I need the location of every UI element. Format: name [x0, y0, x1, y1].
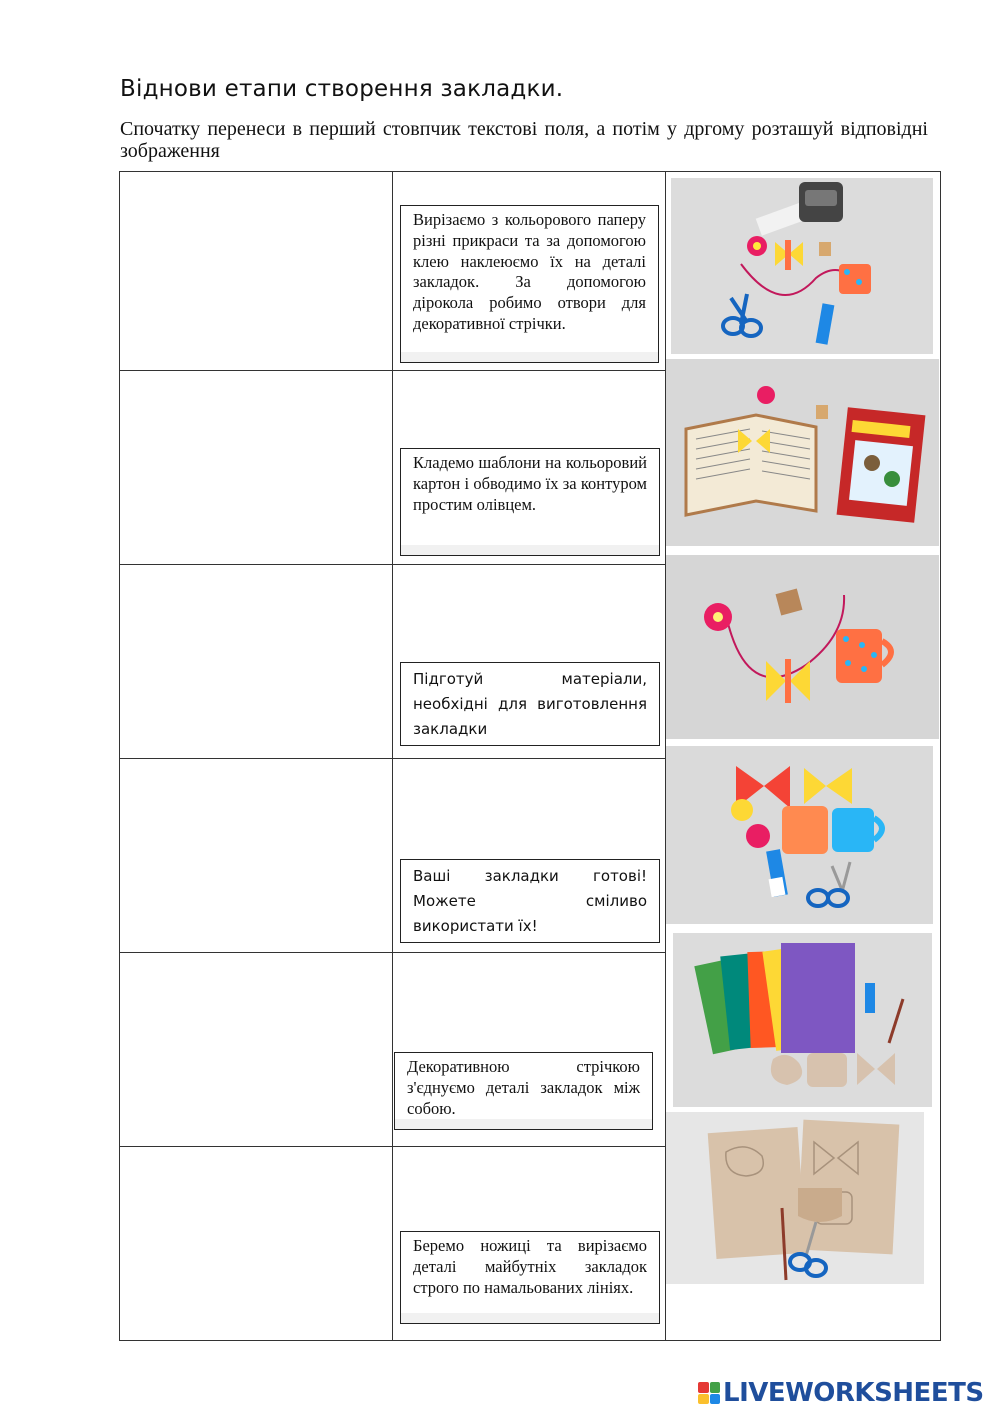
card-text: Беремо ножиці та вирізаємо деталі майбутніх закладок строго по намальованих лініях.	[413, 1236, 647, 1297]
decorated-bookmarks-hole-punch-photo[interactable]	[671, 178, 933, 354]
ribbon-connected-bookmarks-photo[interactable]	[666, 555, 939, 739]
card-text: Ваші закладки готові! Можете сміливо використати їх!	[413, 867, 647, 935]
card-text: Вирізаємо з кольорового паперу різні прикраси та за допомогою клею наклеюємо їх на деталі закладок. За допомогою дірокола робимо отвори для декоративної стрічки.	[413, 210, 646, 333]
cut-paper-shapes-glue-scissors-photo[interactable]	[666, 746, 933, 924]
text-card[interactable]	[400, 1231, 660, 1324]
instruction-text: Спочатку перенеси в перший стовпчик текстові поля, а потім у дргому розташуй відповідні зображення	[120, 118, 928, 162]
card-text: Декоративною стрічкою з'єднуємо деталі закладок між собою.	[407, 1057, 640, 1118]
card-text: Підготуй матеріали, необхідні для виготовлення закладки	[413, 670, 647, 738]
text-card[interactable]	[400, 662, 660, 746]
steps-table	[119, 171, 941, 1341]
liveworksheets-logo	[698, 1378, 984, 1408]
colored-cardboard-templates-photo[interactable]	[673, 933, 932, 1107]
drop-zone-step-1[interactable]	[120, 172, 392, 370]
worksheet-title: Віднови етапи створення закладки.	[120, 76, 564, 102]
text-card[interactable]	[400, 448, 660, 556]
text-card[interactable]	[400, 205, 659, 363]
drop-zone-step-4[interactable]	[120, 759, 392, 952]
traced-templates-on-cardboard-photo[interactable]	[666, 1112, 924, 1284]
drop-zone-step-3[interactable]	[120, 565, 392, 758]
logo-text: LIVEWORKSHEETS	[723, 1378, 984, 1408]
drop-zone-step-6[interactable]	[120, 1147, 392, 1340]
drop-zone-step-2[interactable]	[120, 371, 392, 564]
drop-zone-step-5[interactable]	[120, 953, 392, 1146]
text-card[interactable]	[400, 859, 660, 943]
bookmarks-in-book-photo[interactable]	[666, 359, 939, 546]
card-text: Кладемо шаблони на кольоровий картон і обводимо їх за контуром простим олівцем.	[413, 453, 647, 514]
text-card[interactable]	[394, 1052, 653, 1130]
liveworksheets-logo-icon	[698, 1382, 720, 1404]
